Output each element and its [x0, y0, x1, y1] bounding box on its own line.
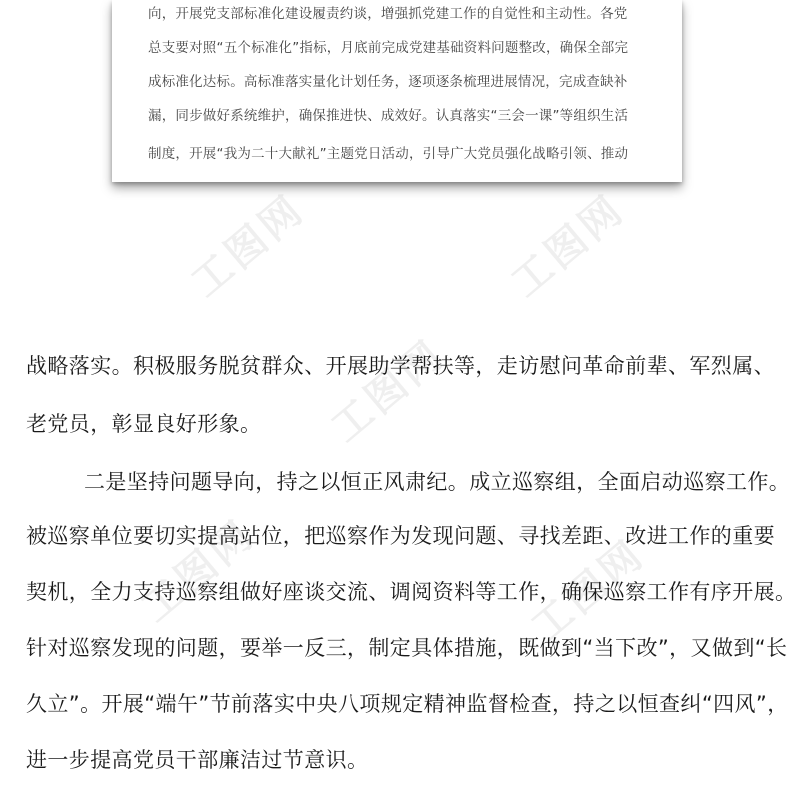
watermark: 工图网	[522, 531, 654, 652]
body-text-line: 战略落实。积极服务脱贫群众、开展助学帮扶等，走访慰问革命前辈、军烈属、	[26, 354, 775, 378]
body-text-line: 进一步提高党员干部廉洁过节意识。	[26, 748, 369, 772]
body-text-line: 针对巡察发现的问题，要举一反三，制定具体措施，既做到“当下改”，又做到“长	[26, 636, 788, 660]
card-text-line: 总支要对照“五个标准化”指标，月底前完成党建基础资料问题整改，确保全部完	[148, 40, 629, 56]
body-text-line: 被巡察单位要切实提高站位，把巡察作为发现问题、寻找差距、改进工作的重要	[26, 524, 775, 548]
card-text-line: 制度，开展“我为二十大献礼”主题党日活动，引导广大党员强化战略引领、推动	[148, 146, 629, 162]
watermark: 工图网	[502, 186, 634, 307]
card-text-line: 漏，同步做好系统维护，确保推进快、成效好。认真落实“三会一课”等组织生活	[148, 108, 629, 124]
watermark: 工图网	[322, 331, 454, 452]
watermark: 工图网	[182, 186, 314, 307]
document-preview-card	[112, 0, 682, 182]
body-text-line: 老党员，彰显良好形象。	[26, 412, 262, 436]
body-text-line: 久立”。开展“端午”节前落实中央八项规定精神监督检查，持之以恒查纠“四风”，	[26, 692, 789, 716]
paragraph-heading-line: 二是坚持问题导向，持之以恒正风肃纪。成立巡察组，全面启动巡察工作。	[84, 470, 791, 494]
body-text-line: 契机，全力支持巡察组做好座谈交流、调阅资料等工作，确保巡察工作有序开展。	[26, 580, 797, 604]
card-text-line: 向，开展党支部标准化建设履责约谈，增强抓党建工作的自觉性和主动性。各党	[148, 6, 628, 22]
card-text-line: 成标准化达标。高标准落实量化计划任务，逐项逐条梳理进展情况，完成查缺补	[148, 74, 628, 90]
watermark: 工图网	[132, 511, 264, 632]
